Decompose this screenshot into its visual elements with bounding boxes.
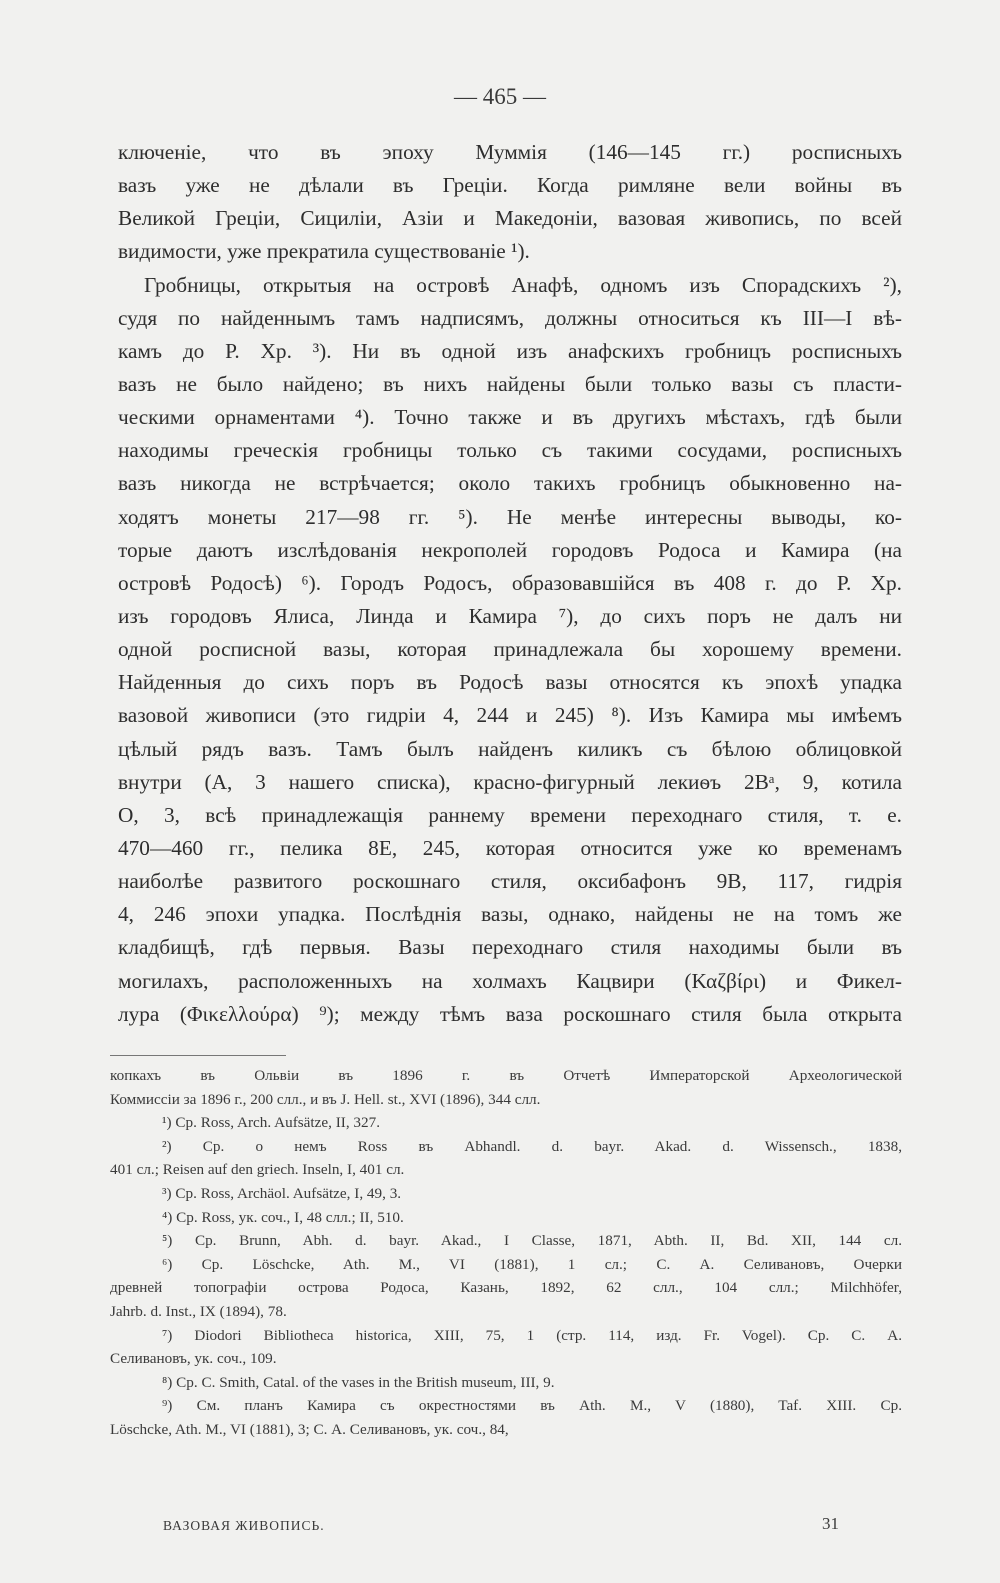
body-line: судя по найденнымъ тамъ надписямъ, должны относиться къ III—I вѣ-: [118, 305, 902, 330]
footnote-line: ⁹) См. планъ Камира съ окрестностями въ Ath. M., V (1880), Taf. XIII. Cp.: [162, 1397, 902, 1415]
body-line: изъ городовъ Ялиса, Линда и Камира ⁷), до сихъ поръ не далъ ни: [118, 603, 902, 628]
body-line: 470—460 гг., пелика 8E, 245, которая относится уже ко временамъ: [118, 835, 902, 860]
footnote-line: Коммиссіи за 1896 г., 200 слл., и въ J. Hell. st., XVI (1896), 344 слл.: [110, 1090, 541, 1108]
footnote-line: ¹) Cp. Ross, Arch. Aufsätze, II, 327.: [162, 1114, 380, 1132]
footnote-line: ⁷) Diodori Bibliotheca historica, XIII, 75, 1 (стр. 114, изд. Fr. Vogel). Cp. С. А.: [162, 1326, 902, 1344]
footnote-line: копкахъ въ Ольвіи въ 1896 г. въ Отчетѣ Императорской Археологической: [110, 1067, 902, 1084]
body-line: видимости, уже прекратила существованіе ¹).: [118, 239, 530, 264]
body-text: [118, 136, 902, 1031]
body-line: Гробницы, открытыя на островѣ Анафѣ, одномъ изъ Спорадскихъ ²),: [144, 272, 902, 297]
body-line: наиболѣе развитого роскошнаго стиля, оксибафонъ 9B, 117, гидрія: [118, 869, 902, 894]
footnote-divider: [110, 1055, 286, 1056]
body-line: могилахъ, расположенныхъ на холмахъ Кацвири (Καζβίρι) и Фикел-: [118, 968, 902, 993]
body-line: торые даютъ изслѣдованія некрополей городовъ Родоса и Камира (на: [118, 537, 902, 562]
footnote-line: ⁸) Cp. C. Smith, Catal. of the vases in the British museum, III, 9.: [162, 1373, 555, 1391]
body-line: Найденныя до сихъ поръ въ Родосѣ вазы относятся къ эпохѣ упадка: [118, 670, 902, 695]
footnote-line: 401 сл.; Reisen auf den griech. Inseln, I, 401 сл.: [110, 1161, 405, 1179]
body-line: камъ до Р. Хр. ³). Ни въ одной изъ анафскихъ гробницъ росписныхъ: [118, 338, 902, 363]
running-footer-title: ВАЗОВАЯ ЖИВОПИСЬ.: [163, 1518, 325, 1533]
body-line: Великой Греціи, Сициліи, Азіи и Македоніи, вазовая живопись, по всей: [118, 206, 902, 231]
body-line: лура (Φικελλούρα) ⁹); между тѣмъ ваза роскошнаго стиля была открыта: [118, 1001, 902, 1026]
footnote-line: ²) Cp. о немъ Ross въ Abhandl. d. bayr. Akad. d. Wissensch., 1838,: [162, 1137, 902, 1155]
footnote-line: Селивановъ, ук. соч., 109.: [110, 1350, 277, 1368]
body-line: вазъ никогда не встрѣчается; около такихъ гробницъ обыкновенно на-: [118, 471, 902, 496]
footnotes: [110, 1064, 902, 1442]
body-line: вазъ не было найдено; въ нихъ найдены были только вазы съ пласти-: [118, 371, 902, 396]
body-line: одной росписной вазы, которая принадлежала бы хорошему времени.: [118, 637, 902, 662]
footnote-line: ⁶) Cp. Löschcke, Ath. M., VI (1881), 1 сл.; С. А. Селивановъ, Очерки: [162, 1255, 902, 1273]
body-line: O, 3, всѣ принадлежащія раннему времени переходнаго стиля, т. е.: [118, 802, 902, 827]
footnote-line: ³) Cp. Ross, Archäol. Aufsätze, I, 49, 3.: [162, 1184, 402, 1202]
body-line: вазовой живописи (это гидріи 4, 244 и 245) ⁸). Изъ Камира мы имѣемъ: [118, 703, 902, 728]
body-line: кладбищѣ, гдѣ первыя. Вазы переходнаго стиля находимы были въ: [118, 935, 902, 960]
body-line: внутри (A, 3 нашего списка), красно-фигурный лекиѳъ 2Bᵃ, 9, котила: [118, 769, 902, 794]
body-line: вазъ уже не дѣлали въ Греціи. Когда римляне вели войны въ: [118, 173, 902, 198]
footnote-line: Löschcke, Ath. M., VI (1881), 3; С. А. Селивановъ, ук. соч., 84,: [110, 1420, 509, 1438]
body-line: ходятъ монеты 217—98 гг. ⁵). Не менѣе интересны выводы, ко-: [118, 504, 902, 529]
body-line: цѣлый рядъ вазъ. Тамъ былъ найденъ киликъ съ бѣлою облицовкой: [118, 736, 902, 761]
footnote-line: ⁵) Cp. Brunn, Abh. d. bayr. Akad., I Classe, 1871, Abth. II, Bd. XII, 144 сл.: [162, 1232, 902, 1250]
body-line: 4, 246 эпохи упадка. Послѣднія вазы, однако, найдены не на томъ же: [118, 902, 902, 927]
footnote-line: Jahrb. d. Inst., IX (1894), 78.: [110, 1302, 287, 1320]
body-line: ческими орнаментами ⁴). Точно также и въ другихъ мѣстахъ, гдѣ были: [118, 405, 902, 430]
body-line: находимы греческія гробницы только съ такими сосудами, росписныхъ: [118, 438, 902, 463]
body-line: островѣ Родосѣ) ⁶). Городъ Родосъ, образовавшійся въ 408 г. до Р. Хр.: [118, 570, 902, 595]
signature-mark: 31: [822, 1514, 839, 1533]
body-line: ключеніе, что въ эпоху Муммія (146—145 гг.) росписныхъ: [118, 140, 902, 164]
footnote-line: древней топографіи острова Родоса, Казань, 1892, 62 слл., 104 слл.; Milchhöfer,: [110, 1279, 902, 1297]
footnote-line: ⁴) Cp. Ross, ук. соч., I, 48 слл.; II, 510.: [162, 1208, 404, 1226]
page-number: — 465 —: [454, 84, 546, 109]
